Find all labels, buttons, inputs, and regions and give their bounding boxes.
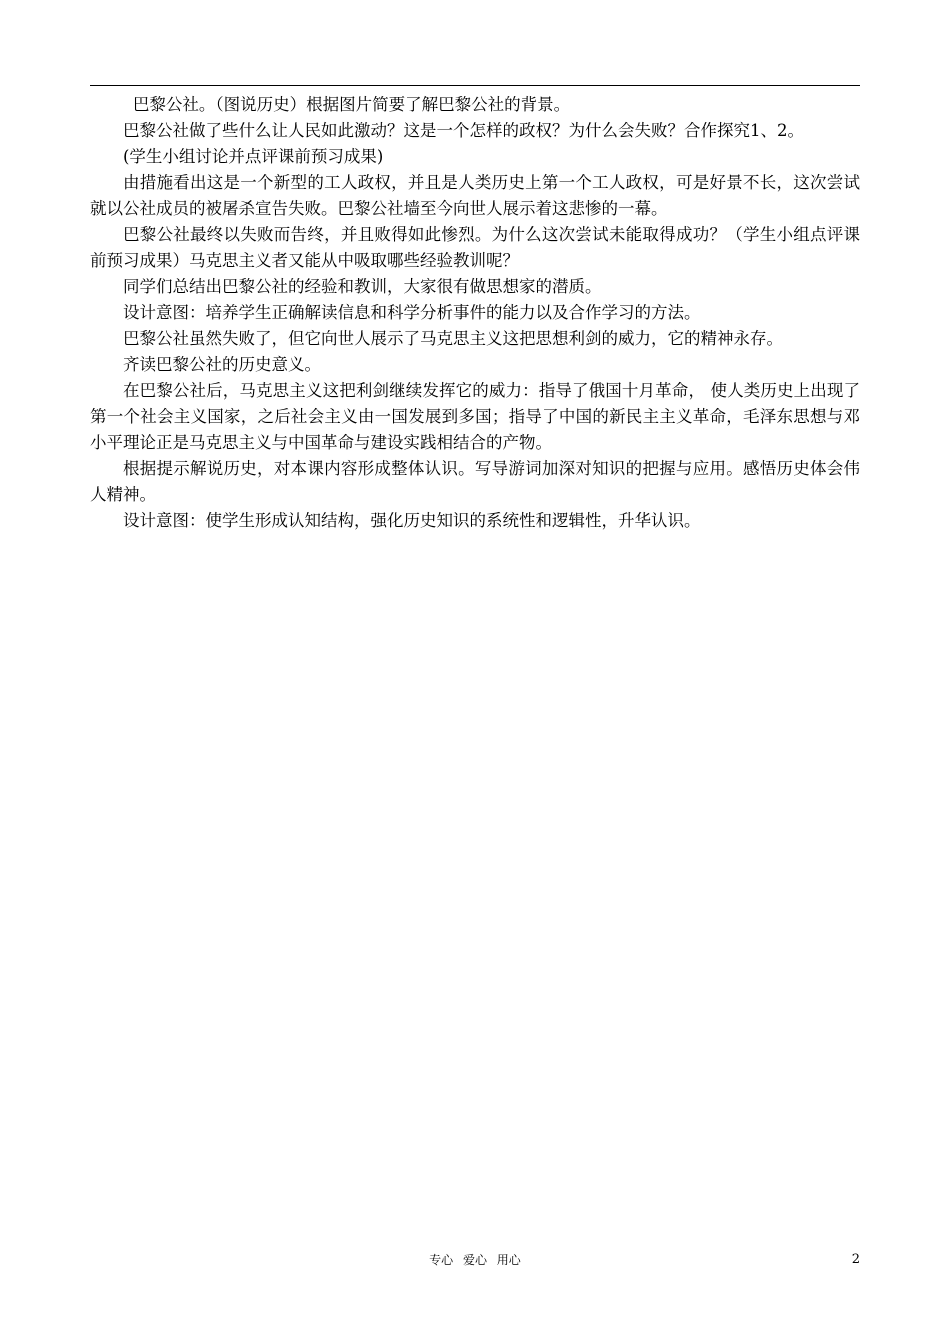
document-body — [90, 92, 860, 534]
paragraph-6: 同学们总结出巴黎公社的经验和教训，大家很有做思想家的潜质。 — [123, 277, 602, 296]
page-number: 2 — [851, 1252, 860, 1267]
paragraph-8: 巴黎公社虽然失败了，但它向世人展示了马克思主义这把思想利剑的威力，它的精神永存。 — [123, 329, 783, 348]
paragraph-10: 在巴黎公社后，马克思主义这把利剑继续发挥它的威力：指导了俄国十月革命， 使人类历史上出现了第一个社会主义国家，之后社会主义由一国发展到多国；指导了中国的新民主主义革命，毛泽东思想与邓小平理论正是马克思主义与中国革命与建设实践相结合的产物。 — [90, 381, 860, 452]
paragraph-11: 根据提示解说历史，对本课内容形成整体认识。写导游词加深对知识的把握与应用。感悟历史体会伟人精神。 — [90, 459, 860, 504]
header-rule — [90, 85, 860, 86]
paragraph-12: 设计意图：使学生形成认知结构，强化历史知识的系统性和逻辑性，升华认识。 — [123, 511, 701, 530]
page-footer — [0, 1250, 950, 1270]
paragraph-4: 由措施看出这是一个新型的工人政权，并且是人类历史上第一个工人政权，可是好景不长，这次尝试就以公社成员的被屠杀宣告失败。巴黎公社墙至今向世人展示着这悲惨的一幕。 — [90, 173, 860, 218]
paragraph-9: 齐读巴黎公社的历史意义。 — [123, 355, 321, 374]
paragraph-2: 巴黎公社做了些什么让人民如此激动？这是一个怎样的政权？为什么会失败？合作探究1、2。 — [123, 121, 804, 140]
paragraph-3: (学生小组讨论并点评课前预习成果) — [123, 147, 384, 166]
footer-motto: 专心 爱心 用心 — [429, 1253, 521, 1267]
paragraph-7: 设计意图：培养学生正确解读信息和科学分析事件的能力以及合作学习的方法。 — [123, 303, 701, 322]
paragraph-1: 巴黎公社。（图说历史）根据图片简要了解巴黎公社的背景。 — [132, 95, 571, 114]
paragraph-5: 巴黎公社最终以失败而告终，并且败得如此惨烈。为什么这次尝试未能取得成功？（学生小组点评课前预习成果）马克思主义者又能从中吸取哪些经验教训呢？ — [90, 225, 860, 270]
